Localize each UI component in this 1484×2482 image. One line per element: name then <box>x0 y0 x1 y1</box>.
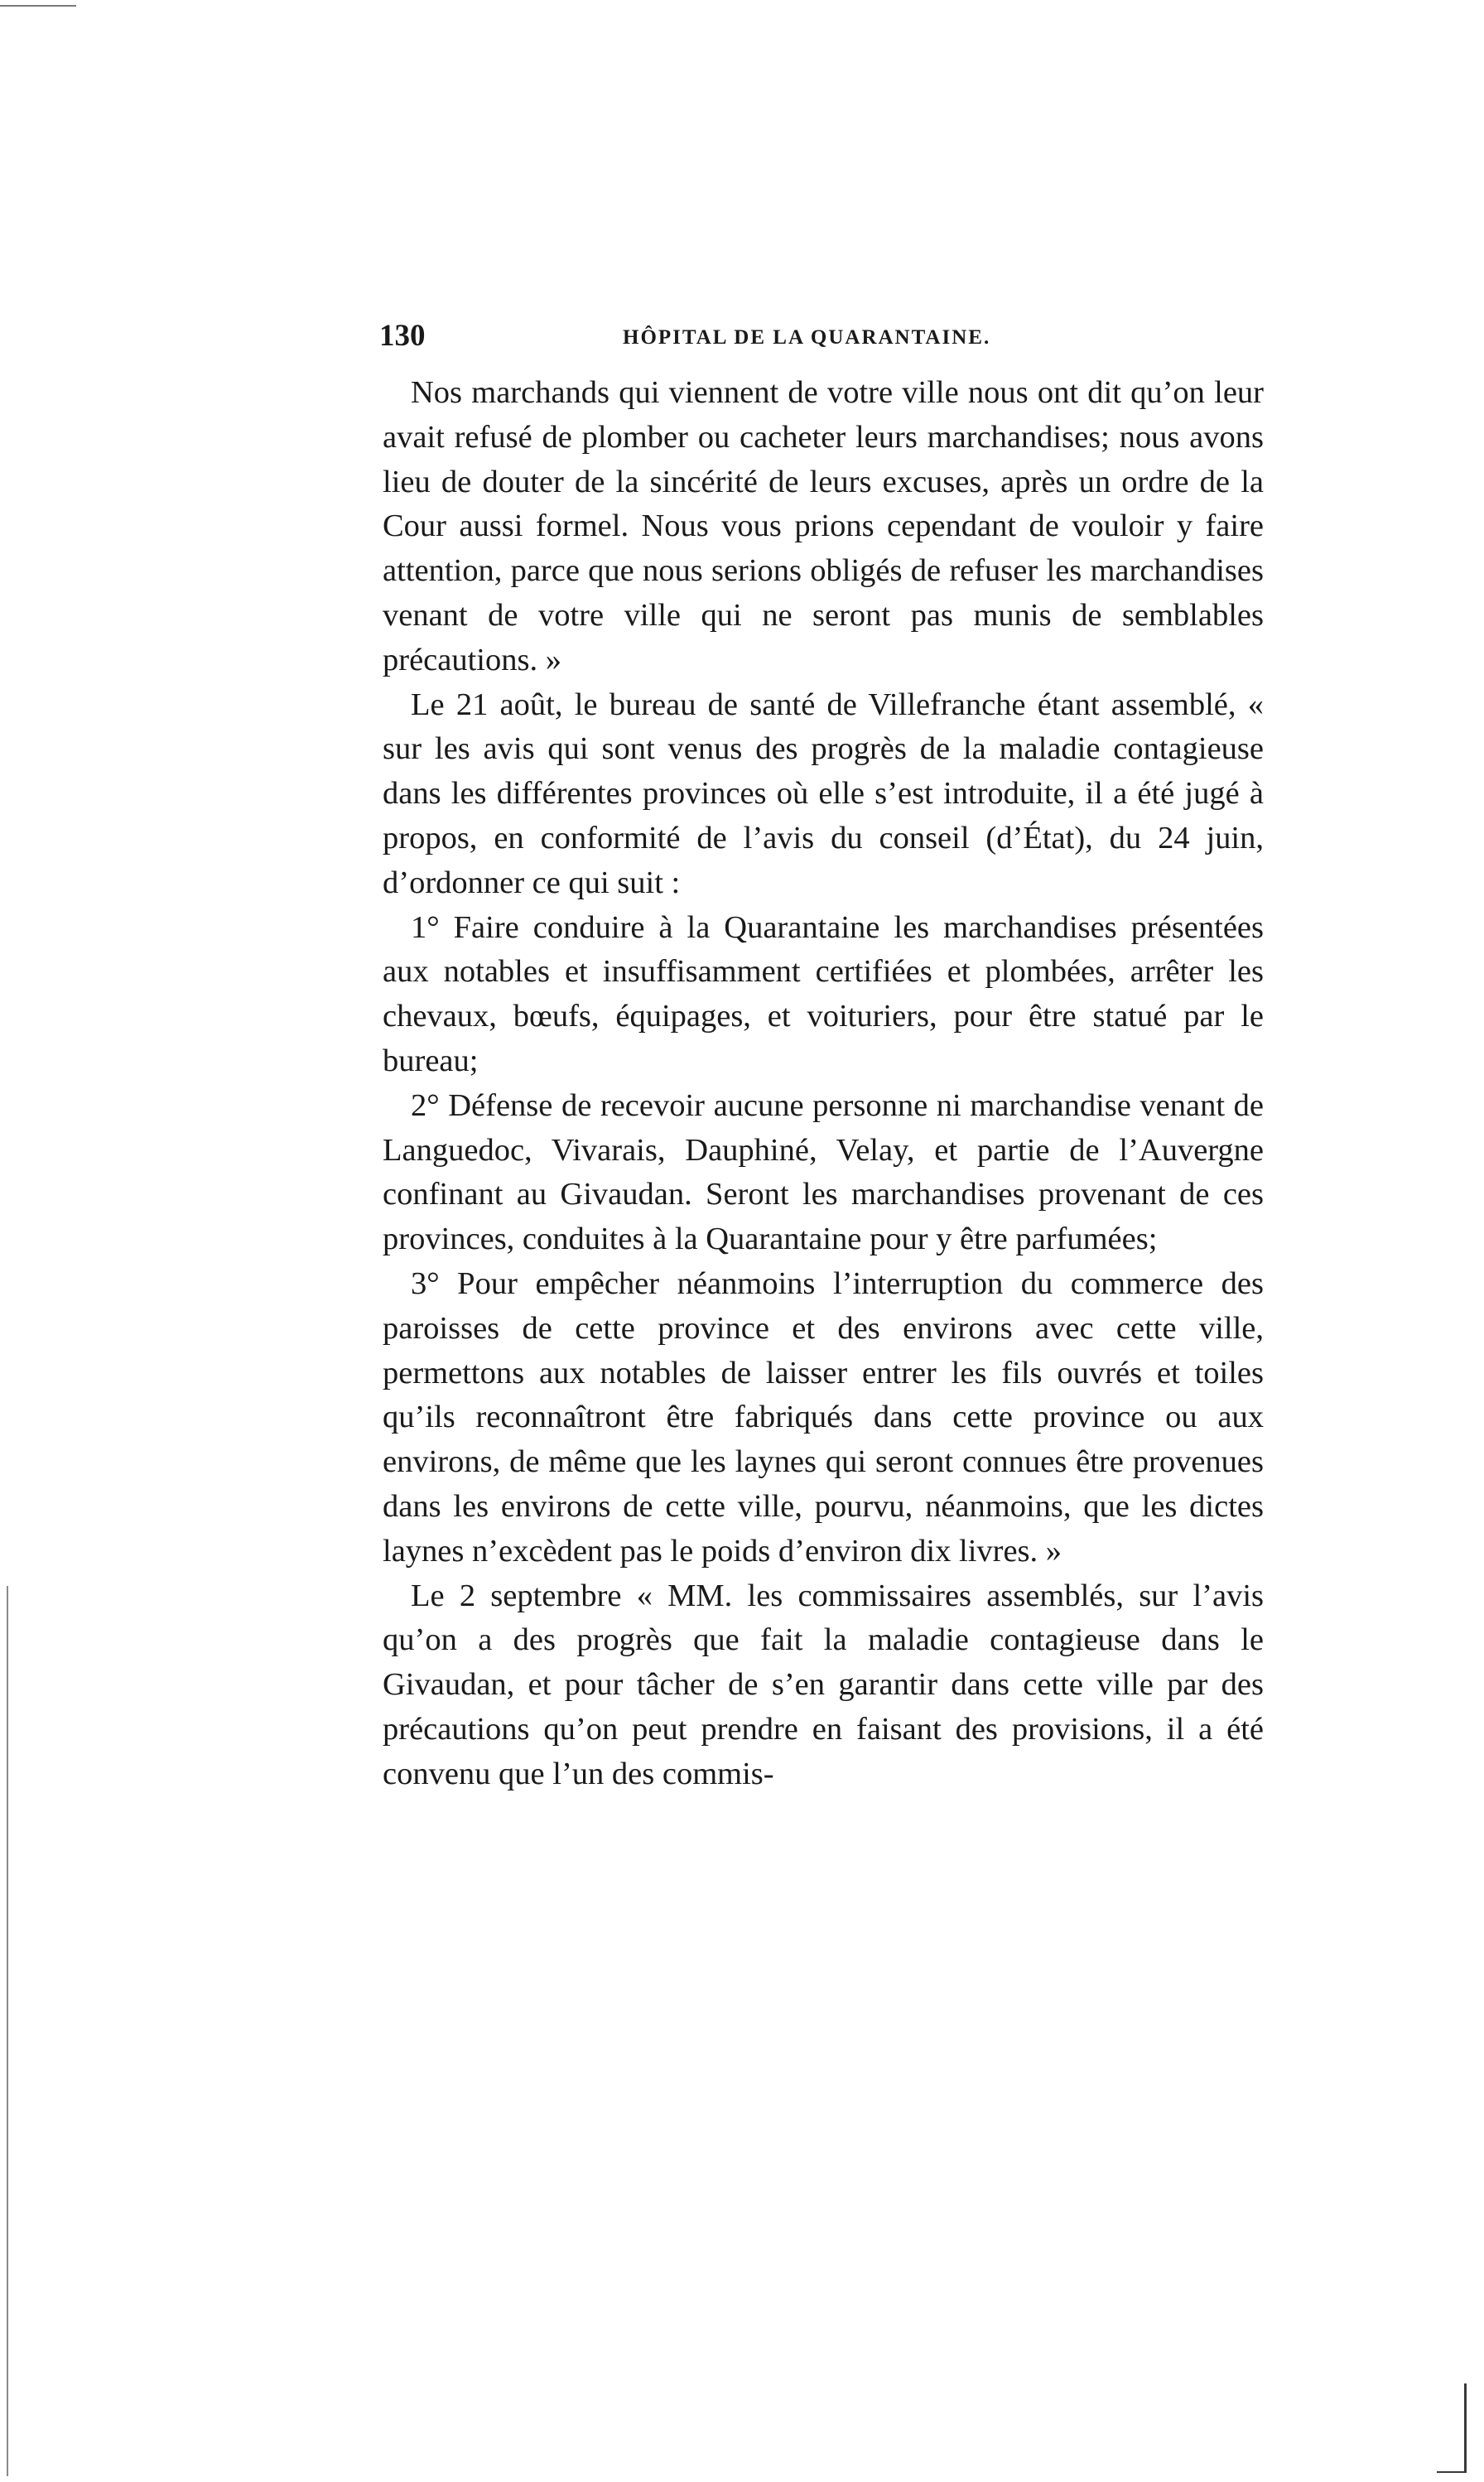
paragraph-article-1: 1° Faire conduire à la Quarantaine les marchandises présentées aux notables et insuffisamment certifiées et plombées, arrêter les chevaux, bœufs, équipages, et voituriers, pour être statué par le bureau; <box>383 909 1264 1078</box>
paragraph-article-3: 3° Pour empêcher néanmoins l’interruption du commerce des paroisses de cette province et des environs avec cette ville, permettons aux notables de laisser entrer les fils ouvrés et toiles qu’ils reconnaîtront être fabriqués dans cette province ou aux environs, de même que les laynes qui seront connues être provenues dans les environs de cette ville, pourvu, néanmoins, que les dictes laynes n’excèdent pas le poids d’environ dix livres. » <box>383 1265 1264 1569</box>
paragraph-september-2: Le 2 septembre « MM. les commissaires assemblés, sur l’avis qu’on a des progrès que fait la maladie contagieuse dans le Givaudan, et pour tâcher de s’en garantir dans cette ville par des précautions qu’on peut prendre en faisant des provisions, il a été convenu que l’un des commis- <box>383 1578 1264 1791</box>
paragraph-august-21: Le 21 août, le bureau de santé de Villefranche étant assemblé, « sur les avis qui sont venus des progrès de la maladie contagieuse dans les différentes provinces où elle s’est introduite, il a été jugé à propos, en conformité de l’avis du conseil (d’État), du 24 juin, d’ordonner ce qui suit : <box>383 687 1264 900</box>
book-page <box>379 315 1264 1797</box>
paragraph-letter-continuation: Nos marchands qui viennent de votre ville nous ont dit qu’on leur avait refusé de plomber ou cacheter leurs marchandises; nous avons lieu de douter de la sincérité de leurs excuses, après un ordre de la Cour aussi formel. Nous vous prions cependant de vouloir y faire attention, parce que nous serions obligés de refuser les marchandises venant de votre ville qui ne seront pas munis de semblables précautions. » <box>383 375 1264 677</box>
scan-edge-left <box>7 1586 8 2476</box>
body-text <box>383 371 1264 1797</box>
scan-edge-bottom <box>1437 2471 1467 2473</box>
scan-edge-top <box>0 5 76 7</box>
running-head <box>379 315 1264 361</box>
running-title: HÔPITAL DE LA QUARANTAINE. <box>623 326 991 349</box>
page-number: 130 <box>379 319 426 353</box>
paragraph-article-2: 2° Défense de recevoir aucune personne ni marchandise venant de Languedoc, Vivarais, Dauphiné, Velay, et partie de l’Auvergne confinant au Givaudan. Seront les marchandises provenant de ces provinces, conduites à la Quarantaine pour y être parfumées; <box>383 1087 1264 1257</box>
scan-edge-right <box>1464 2383 1467 2473</box>
